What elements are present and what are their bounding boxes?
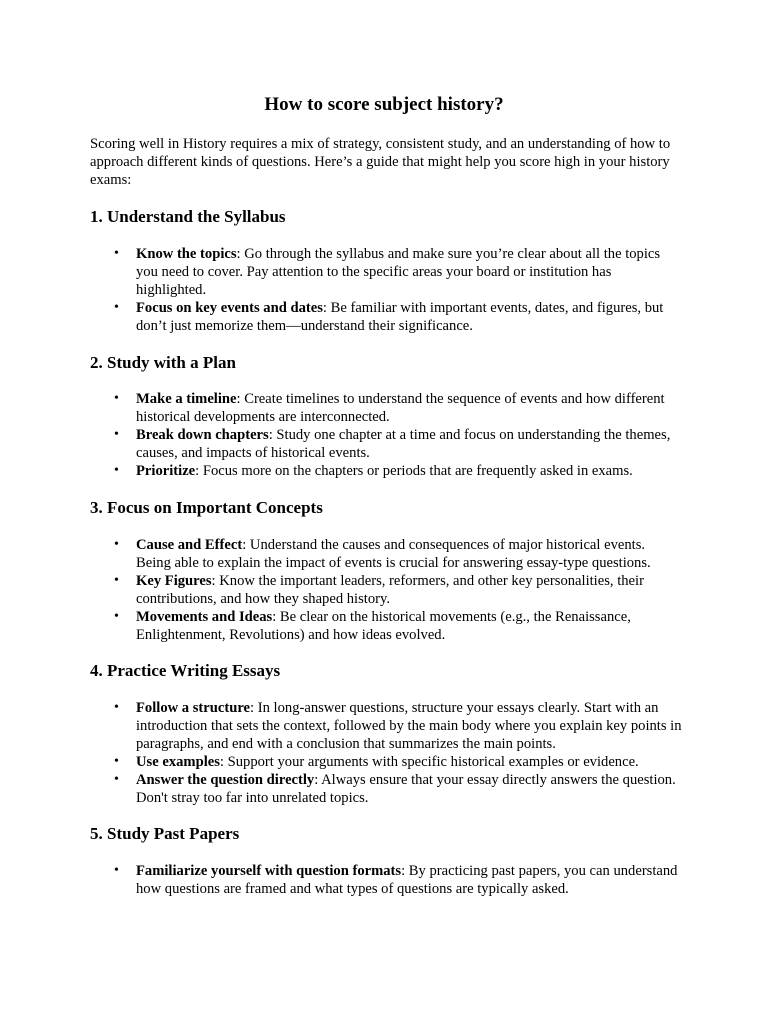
item-text: : In long-answer questions, structure your essays clearly. Start with an introduction that sets the context, followed by the main body where you explain key points in paragraphs, and end with a conclusion that summarizes the main points. — [136, 700, 682, 752]
item-text: : Be familiar with important events, dates, and figures, but don’t just memorize them—understand their significance. — [136, 300, 664, 334]
item-term: Break down chapters — [136, 427, 269, 443]
item-term: Familiarize yourself with question formats — [136, 863, 402, 879]
item-text: : Study one chapter at a time and focus on understanding the themes, causes, and impacts of historical events. — [136, 427, 671, 461]
item-term: Make a timeline — [136, 391, 237, 407]
intro-paragraph: Scoring well in History requires a mix of strategy, consistent study, and an understanding of how to approach different kinds of questions. Here’s a guide that might help you score high in your history exams: — [90, 136, 671, 188]
item-text: : Always ensure that your essay directly answers the question. Don't stray too far into unrelated topics. — [136, 772, 676, 806]
item-term: Key Figures — [136, 573, 212, 589]
bullet-icon: • — [114, 463, 119, 478]
bullet-icon: • — [114, 537, 119, 552]
bullet-icon: • — [114, 772, 119, 787]
section-heading-essays: 4. Practice Writing Essays — [90, 661, 281, 680]
list-item — [114, 862, 682, 898]
section-heading-plan: 2. Study with a Plan — [90, 353, 236, 372]
item-text: : Go through the syllabus and make sure you’re clear about all the topics you need to cover. Pay attention to the specific areas your board or institution has highlighted. — [136, 246, 661, 298]
item-term: Movements and Ideas — [136, 609, 273, 625]
list-item — [114, 462, 682, 480]
bullet-icon: • — [114, 863, 119, 878]
list-item — [114, 608, 682, 644]
list-item — [114, 245, 682, 299]
bullet-icon: • — [114, 427, 119, 442]
page-title: How to score subject history? — [264, 94, 504, 115]
section-list-syllabus — [114, 245, 682, 335]
bullet-icon: • — [114, 391, 119, 406]
item-text: : Understand the causes and consequences of major historical events. Being able to explain the impact of events is crucial for answering essay-type questions. — [136, 537, 651, 571]
bullet-icon: • — [114, 246, 119, 261]
list-item — [114, 426, 682, 462]
list-item — [114, 771, 682, 807]
bullet-icon: • — [114, 754, 119, 769]
item-text: : Create timelines to understand the sequence of events and how different historical developments are interconnected. — [136, 391, 665, 425]
item-text: : Focus more on the chapters or periods that are frequently asked in exams. — [195, 463, 633, 479]
list-item — [114, 390, 682, 426]
bullet-icon: • — [114, 573, 119, 588]
item-term: Prioritize — [136, 463, 196, 479]
list-item — [114, 753, 682, 771]
item-text: : Know the important leaders, reformers, and other key personalities, their contributions, and how they shaped history. — [136, 573, 644, 607]
item-term: Answer the question directly — [136, 772, 315, 788]
bullet-icon: • — [114, 300, 119, 315]
section-heading-concepts: 3. Focus on Important Concepts — [90, 498, 323, 517]
list-item — [114, 699, 682, 753]
section-list-essays — [114, 699, 682, 807]
item-text: : By practicing past papers, you can understand how questions are framed and what types of questions are typically asked. — [136, 863, 678, 897]
section-list-past-papers — [114, 862, 682, 898]
item-term: Follow a structure — [136, 700, 251, 716]
list-item — [114, 299, 682, 335]
list-item — [114, 536, 682, 572]
list-item — [114, 572, 682, 608]
item-term: Cause and Effect — [136, 537, 243, 553]
bullet-icon: • — [114, 609, 119, 624]
section-list-concepts — [114, 536, 682, 644]
bullet-icon: • — [114, 700, 119, 715]
section-list-plan — [114, 390, 682, 480]
item-term: Know the topics — [136, 246, 237, 262]
item-text: : Be clear on the historical movements (e.g., the Renaissance, Enlightenment, Revolutions) and how ideas evolved. — [136, 609, 631, 643]
item-term: Focus on key events and dates — [136, 300, 323, 316]
section-heading-past-papers: 5. Study Past Papers — [90, 824, 240, 843]
item-term: Use examples — [136, 754, 220, 770]
item-text: : Support your arguments with specific historical examples or evidence. — [219, 754, 639, 770]
section-heading-syllabus: 1. Understand the Syllabus — [90, 207, 286, 226]
